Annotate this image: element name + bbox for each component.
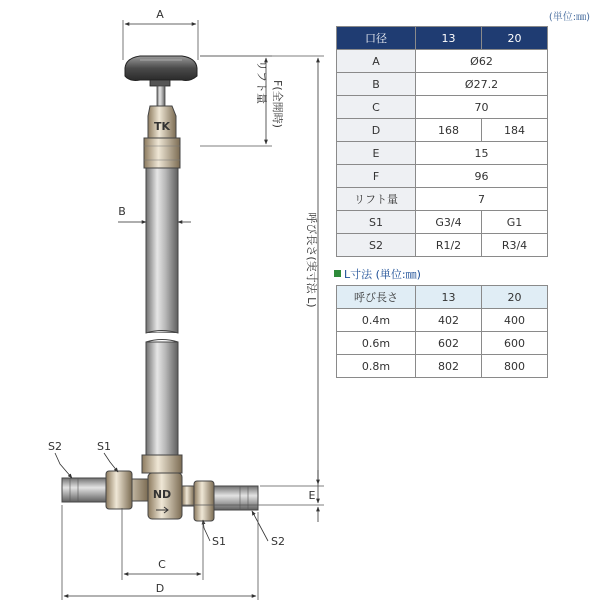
- table-row: [337, 332, 548, 355]
- header-nominal-length: 呼び長さ: [337, 286, 416, 309]
- cell-value: G1: [482, 211, 548, 234]
- label-s1-bottom: S1: [212, 535, 226, 548]
- dimension-lift: [200, 56, 285, 146]
- l-header-row: [337, 286, 548, 309]
- table-row: [337, 211, 548, 234]
- header-13: 13: [416, 27, 482, 50]
- row-label: 0.4m: [337, 309, 416, 332]
- header-13: 13: [416, 286, 482, 309]
- row-label: B: [337, 73, 416, 96]
- l-table-title: [334, 266, 421, 282]
- l-dimension-table: [336, 285, 548, 378]
- cell-value: 184: [482, 119, 548, 142]
- unit-note: (単位:㎜): [548, 12, 590, 23]
- row-label: S2: [337, 234, 416, 257]
- cell-value: 400: [482, 309, 548, 332]
- valve-stem: [157, 86, 165, 106]
- cell-value: 800: [482, 355, 548, 378]
- pipe-body: [142, 168, 182, 473]
- l-table-title-text: L寸法 (単位:㎜): [344, 268, 421, 281]
- table-row: [337, 188, 548, 211]
- label-b: B: [118, 205, 126, 218]
- label-c: C: [158, 558, 166, 571]
- cell-value: 600: [482, 332, 548, 355]
- label-s2-bottom: S2: [271, 535, 285, 548]
- cell-value: 96: [416, 165, 548, 188]
- valve-lower-body: [62, 471, 258, 521]
- cell-value: 15: [416, 142, 548, 165]
- label-e: E: [308, 489, 316, 502]
- cell-value: Ø27.2: [416, 73, 548, 96]
- row-label: S1: [337, 211, 416, 234]
- callout-s1-left: [97, 440, 118, 472]
- callout-s2-bottom: [252, 511, 285, 548]
- table-row: [337, 355, 548, 378]
- table-row: [337, 73, 548, 96]
- label-d: D: [155, 582, 165, 595]
- row-label: C: [337, 96, 416, 119]
- table-row: [337, 119, 548, 142]
- callout-s2-left: [48, 440, 72, 478]
- row-label: E: [337, 142, 416, 165]
- spec-header-row: [337, 27, 548, 50]
- table-row: [337, 96, 548, 119]
- dimension-l: [182, 56, 324, 505]
- label-a: A: [156, 8, 164, 21]
- row-label: リフト量: [337, 188, 416, 211]
- cell-value: 70: [416, 96, 548, 119]
- label-s1-left: S1: [97, 440, 111, 453]
- callout-s1-bottom: [203, 520, 226, 548]
- dimension-e: [260, 470, 324, 522]
- table-row: [337, 234, 548, 257]
- label-lift: リフト量: [255, 60, 268, 104]
- valve-bonnet: [144, 106, 180, 168]
- row-label: 0.6m: [337, 332, 416, 355]
- header-diameter: 口径: [337, 27, 416, 50]
- label-s2-left: S2: [48, 440, 62, 453]
- row-label: F: [337, 165, 416, 188]
- cell-value: 402: [416, 309, 482, 332]
- table-row: [337, 142, 548, 165]
- cell-value: R1/2: [416, 234, 482, 257]
- bullet-square-icon: [334, 270, 341, 277]
- cell-value: 802: [416, 355, 482, 378]
- row-label: A: [337, 50, 416, 73]
- stamp-tk: TK: [153, 120, 171, 133]
- label-lift-full: F(全開時): [271, 80, 284, 128]
- label-nominal-length: 呼び長さ(実寸法 L): [305, 212, 318, 308]
- dimension-a: [123, 8, 198, 60]
- cell-value: 7: [416, 188, 548, 211]
- cell-value: R3/4: [482, 234, 548, 257]
- valve-handle: [125, 56, 197, 86]
- header-20: 20: [482, 27, 548, 50]
- cell-value: 602: [416, 332, 482, 355]
- row-label: D: [337, 119, 416, 142]
- cell-value: Ø62: [416, 50, 548, 73]
- cell-value: G3/4: [416, 211, 482, 234]
- table-row: [337, 50, 548, 73]
- header-20: 20: [482, 286, 548, 309]
- table-row: [337, 165, 548, 188]
- row-label: 0.8m: [337, 355, 416, 378]
- cell-value: 168: [416, 119, 482, 142]
- table-row: [337, 309, 548, 332]
- stamp-nd: ND: [152, 488, 172, 501]
- spec-table: [336, 26, 548, 257]
